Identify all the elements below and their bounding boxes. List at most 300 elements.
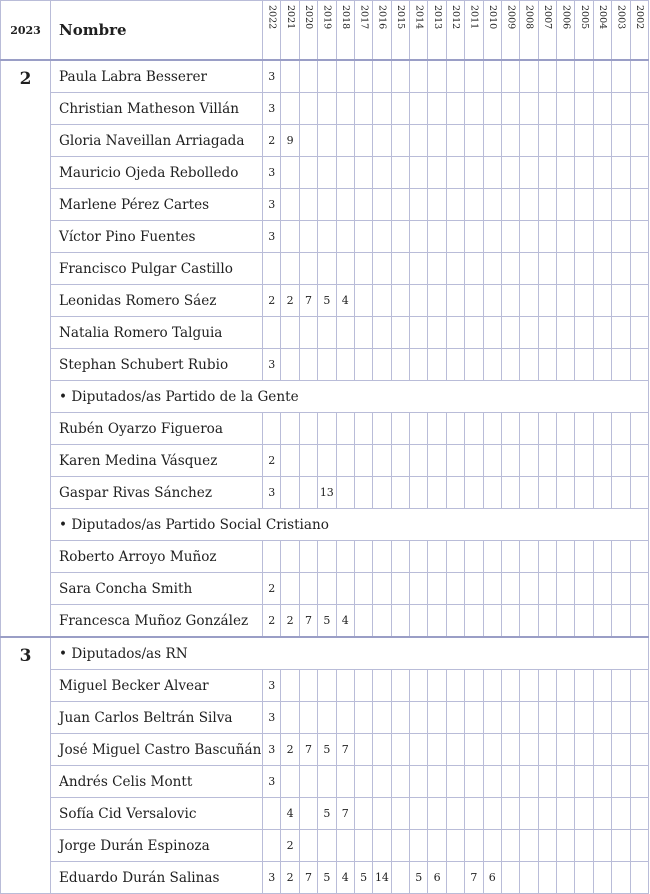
year-value-cell — [373, 734, 391, 766]
year-value-cell: 5 — [318, 285, 336, 317]
group-number: 2 — [1, 60, 51, 637]
table-body — [1, 60, 649, 894]
year-value-cell — [520, 317, 538, 349]
table-row — [1, 93, 649, 125]
year-value-cell: 5 — [318, 862, 336, 894]
year-value-cell — [299, 93, 317, 125]
year-header — [575, 1, 593, 61]
year-value-cell: 7 — [299, 605, 317, 638]
year-value-cell — [630, 605, 648, 638]
year-value-cell — [318, 317, 336, 349]
year-value-cell — [428, 766, 446, 798]
year-value-cell — [575, 445, 593, 477]
year-value-cell — [465, 798, 483, 830]
year-value-cell — [557, 766, 575, 798]
year-value-cell — [483, 60, 501, 93]
year-value-cell — [410, 734, 428, 766]
group-column-header: 2023 — [1, 1, 51, 61]
year-value-cell — [575, 60, 593, 93]
year-value-cell — [373, 60, 391, 93]
year-value-cell — [575, 798, 593, 830]
year-value-cell — [410, 605, 428, 638]
year-value-cell — [465, 702, 483, 734]
year-value-cell — [354, 734, 372, 766]
group-number: 3 — [1, 637, 51, 894]
year-value-cell — [520, 541, 538, 573]
year-value-cell — [428, 734, 446, 766]
year-value-cell — [483, 477, 501, 509]
year-value-cell — [318, 573, 336, 605]
year-value-cell — [428, 125, 446, 157]
year-value-cell — [354, 189, 372, 221]
year-value-cell — [446, 605, 464, 638]
year-value-cell: 7 — [299, 285, 317, 317]
year-value-cell — [630, 766, 648, 798]
year-value-cell — [373, 766, 391, 798]
year-value-cell — [428, 702, 446, 734]
year-value-cell — [593, 60, 611, 93]
table-row — [1, 317, 649, 349]
year-value-cell — [593, 125, 611, 157]
year-value-cell — [575, 541, 593, 573]
year-value-cell: 3 — [263, 189, 281, 221]
year-value-cell — [446, 317, 464, 349]
year-value-cell — [354, 125, 372, 157]
year-value-cell — [593, 285, 611, 317]
year-value-cell — [557, 670, 575, 702]
year-value-cell — [391, 157, 409, 189]
year-value-cell — [318, 93, 336, 125]
year-header — [520, 1, 538, 61]
year-value-cell — [501, 285, 519, 317]
year-value-cell — [373, 830, 391, 862]
year-value-cell — [299, 157, 317, 189]
year-value-cell — [630, 862, 648, 894]
year-value-cell — [593, 189, 611, 221]
year-value-cell — [263, 317, 281, 349]
year-value-cell — [557, 541, 575, 573]
year-value-cell — [428, 93, 446, 125]
year-value-cell — [373, 221, 391, 253]
year-value-cell — [538, 349, 556, 381]
year-label: 2016 — [376, 5, 388, 30]
year-value-cell — [446, 734, 464, 766]
year-value-cell — [318, 253, 336, 285]
year-value-cell — [483, 670, 501, 702]
year-value-cell — [593, 766, 611, 798]
table-row — [1, 285, 649, 317]
year-value-cell — [538, 157, 556, 189]
year-value-cell — [612, 734, 630, 766]
person-name: Stephan Schubert Rubio — [51, 349, 263, 381]
year-value-cell — [612, 317, 630, 349]
year-value-cell — [630, 253, 648, 285]
year-value-cell — [318, 125, 336, 157]
year-value-cell — [281, 477, 299, 509]
year-value-cell — [630, 798, 648, 830]
year-value-cell — [538, 670, 556, 702]
year-value-cell — [446, 477, 464, 509]
year-value-cell — [612, 702, 630, 734]
year-value-cell — [612, 670, 630, 702]
year-value-cell — [538, 573, 556, 605]
year-value-cell — [336, 93, 354, 125]
year-value-cell — [391, 573, 409, 605]
year-value-cell — [520, 157, 538, 189]
year-value-cell — [630, 285, 648, 317]
year-value-cell — [501, 830, 519, 862]
year-value-cell — [336, 125, 354, 157]
year-value-cell — [281, 573, 299, 605]
year-value-cell — [428, 157, 446, 189]
year-value-cell — [391, 413, 409, 445]
year-value-cell: 7 — [465, 862, 483, 894]
person-name: Miguel Becker Alvear — [51, 670, 263, 702]
year-value-cell: 6 — [483, 862, 501, 894]
year-value-cell — [391, 766, 409, 798]
year-value-cell — [318, 60, 336, 93]
year-value-cell — [336, 317, 354, 349]
year-header — [281, 1, 299, 61]
year-value-cell — [373, 413, 391, 445]
person-name: José Miguel Castro Bascuñán — [51, 734, 263, 766]
year-value-cell: 5 — [318, 605, 336, 638]
year-value-cell — [428, 541, 446, 573]
year-value-cell: 3 — [263, 477, 281, 509]
year-value-cell — [354, 60, 372, 93]
year-value-cell — [538, 189, 556, 221]
year-value-cell: 3 — [263, 349, 281, 381]
year-value-cell — [520, 253, 538, 285]
year-value-cell — [354, 317, 372, 349]
year-value-cell — [630, 157, 648, 189]
year-value-cell — [483, 702, 501, 734]
year-value-cell — [318, 349, 336, 381]
year-value-cell — [318, 541, 336, 573]
year-value-cell — [575, 862, 593, 894]
year-value-cell: 7 — [299, 734, 317, 766]
year-value-cell: 2 — [281, 830, 299, 862]
year-label: 2010 — [486, 5, 498, 30]
year-header — [354, 1, 372, 61]
year-value-cell — [538, 766, 556, 798]
section-heading: • Diputados/as Partido de la Gente — [51, 381, 649, 413]
year-value-cell — [575, 189, 593, 221]
year-value-cell — [336, 477, 354, 509]
year-value-cell — [299, 477, 317, 509]
year-value-cell: 3 — [263, 157, 281, 189]
year-value-cell — [630, 221, 648, 253]
year-value-cell — [373, 477, 391, 509]
year-value-cell — [593, 830, 611, 862]
year-value-cell — [630, 541, 648, 573]
year-value-cell: 5 — [354, 862, 372, 894]
year-value-cell — [538, 413, 556, 445]
year-value-cell — [575, 766, 593, 798]
year-value-cell — [520, 670, 538, 702]
year-value-cell: 2 — [263, 125, 281, 157]
year-value-cell — [557, 477, 575, 509]
table-row — [1, 189, 649, 221]
year-header — [501, 1, 519, 61]
year-value-cell — [501, 60, 519, 93]
year-value-cell — [612, 541, 630, 573]
year-value-cell — [501, 541, 519, 573]
person-name: Paula Labra Besserer — [51, 60, 263, 93]
year-value-cell — [446, 413, 464, 445]
year-value-cell — [373, 93, 391, 125]
year-value-cell — [299, 573, 317, 605]
year-value-cell: 3 — [263, 862, 281, 894]
year-value-cell: 2 — [281, 862, 299, 894]
year-value-cell — [483, 157, 501, 189]
year-value-cell — [318, 413, 336, 445]
year-value-cell — [465, 573, 483, 605]
year-value-cell — [410, 766, 428, 798]
year-value-cell — [428, 445, 446, 477]
year-value-cell — [483, 413, 501, 445]
year-value-cell — [336, 349, 354, 381]
year-value-cell: 3 — [263, 766, 281, 798]
year-label: 2004 — [597, 5, 609, 30]
year-value-cell — [501, 702, 519, 734]
year-value-cell — [354, 541, 372, 573]
year-value-cell — [538, 317, 556, 349]
year-value-cell — [281, 60, 299, 93]
person-name: Roberto Arroyo Muñoz — [51, 541, 263, 573]
year-value-cell — [336, 413, 354, 445]
year-value-cell — [354, 477, 372, 509]
year-value-cell — [612, 477, 630, 509]
year-value-cell — [263, 413, 281, 445]
year-value-cell — [336, 830, 354, 862]
year-value-cell — [336, 221, 354, 253]
year-value-cell — [373, 317, 391, 349]
year-value-cell: 4 — [336, 285, 354, 317]
year-value-cell — [391, 862, 409, 894]
year-value-cell — [446, 830, 464, 862]
year-value-cell — [318, 670, 336, 702]
year-value-cell — [483, 445, 501, 477]
year-value-cell — [538, 702, 556, 734]
year-value-cell — [557, 93, 575, 125]
year-label: 2019 — [321, 5, 333, 30]
year-value-cell — [483, 349, 501, 381]
year-value-cell — [428, 253, 446, 285]
year-value-cell — [538, 541, 556, 573]
year-value-cell — [483, 573, 501, 605]
year-value-cell — [299, 670, 317, 702]
year-value-cell — [410, 93, 428, 125]
year-label: 2021 — [284, 5, 296, 30]
year-value-cell — [391, 477, 409, 509]
year-value-cell — [428, 670, 446, 702]
year-value-cell — [446, 541, 464, 573]
year-value-cell — [630, 670, 648, 702]
year-value-cell: 2 — [281, 605, 299, 638]
year-value-cell — [575, 605, 593, 638]
year-value-cell — [446, 445, 464, 477]
year-label: 2022 — [266, 5, 278, 30]
year-value-cell — [410, 413, 428, 445]
year-value-cell — [446, 573, 464, 605]
year-value-cell — [446, 60, 464, 93]
year-value-cell — [354, 798, 372, 830]
year-header — [428, 1, 446, 61]
year-value-cell — [410, 830, 428, 862]
year-value-cell — [501, 253, 519, 285]
year-value-cell — [575, 157, 593, 189]
year-value-cell — [520, 830, 538, 862]
table-row — [1, 541, 649, 573]
year-value-cell — [299, 541, 317, 573]
year-value-cell — [373, 670, 391, 702]
year-value-cell — [520, 445, 538, 477]
year-value-cell — [557, 702, 575, 734]
person-name: Mauricio Ojeda Rebolledo — [51, 157, 263, 189]
person-name: Marlene Pérez Cartes — [51, 189, 263, 221]
year-label: 2008 — [523, 5, 535, 30]
year-header — [410, 1, 428, 61]
year-value-cell — [446, 349, 464, 381]
year-value-cell — [318, 766, 336, 798]
year-value-cell — [465, 317, 483, 349]
year-value-cell: 4 — [336, 605, 354, 638]
person-name: Sara Concha Smith — [51, 573, 263, 605]
year-value-cell — [391, 445, 409, 477]
section-row — [1, 637, 649, 670]
year-value-cell — [336, 670, 354, 702]
year-value-cell — [520, 285, 538, 317]
year-value-cell — [465, 413, 483, 445]
year-value-cell — [538, 221, 556, 253]
year-value-cell — [428, 413, 446, 445]
year-value-cell — [299, 445, 317, 477]
table-row — [1, 349, 649, 381]
year-value-cell — [630, 60, 648, 93]
year-value-cell — [446, 253, 464, 285]
year-value-cell — [299, 60, 317, 93]
year-value-cell — [593, 445, 611, 477]
year-value-cell — [446, 157, 464, 189]
person-name: Rubén Oyarzo Figueroa — [51, 413, 263, 445]
year-value-cell — [391, 285, 409, 317]
year-value-cell — [483, 253, 501, 285]
year-value-cell — [446, 125, 464, 157]
year-value-cell — [446, 189, 464, 221]
table-row — [1, 798, 649, 830]
year-value-cell — [318, 189, 336, 221]
year-label: 2003 — [615, 5, 627, 30]
year-value-cell — [410, 253, 428, 285]
year-value-cell — [557, 285, 575, 317]
year-label: 2009 — [505, 5, 517, 30]
year-value-cell — [391, 221, 409, 253]
year-value-cell — [446, 93, 464, 125]
year-label: 2014 — [413, 5, 425, 30]
year-value-cell — [520, 413, 538, 445]
year-value-cell — [557, 413, 575, 445]
year-value-cell — [593, 477, 611, 509]
year-value-cell — [354, 413, 372, 445]
year-value-cell — [575, 285, 593, 317]
year-value-cell — [557, 798, 575, 830]
year-value-cell: 5 — [318, 734, 336, 766]
year-header — [538, 1, 556, 61]
year-label: 2002 — [633, 5, 645, 30]
table-row — [1, 445, 649, 477]
year-value-cell — [557, 605, 575, 638]
year-value-cell — [593, 605, 611, 638]
year-value-cell — [391, 317, 409, 349]
year-value-cell — [575, 317, 593, 349]
year-label: 2020 — [303, 5, 315, 30]
year-value-cell — [410, 477, 428, 509]
year-value-cell — [575, 702, 593, 734]
person-name: Christian Matheson Villán — [51, 93, 263, 125]
year-value-cell — [354, 573, 372, 605]
year-value-cell — [299, 221, 317, 253]
person-name: Eduardo Durán Salinas — [51, 862, 263, 894]
year-value-cell — [483, 541, 501, 573]
table-row — [1, 830, 649, 862]
year-value-cell — [538, 253, 556, 285]
year-value-cell — [630, 477, 648, 509]
year-value-cell — [299, 830, 317, 862]
year-value-cell — [336, 60, 354, 93]
year-value-cell: 9 — [281, 125, 299, 157]
year-value-cell — [630, 734, 648, 766]
year-value-cell — [593, 413, 611, 445]
year-value-cell — [483, 317, 501, 349]
year-value-cell — [281, 541, 299, 573]
year-value-cell — [281, 413, 299, 445]
year-value-cell — [501, 766, 519, 798]
year-value-cell — [575, 349, 593, 381]
year-value-cell — [354, 670, 372, 702]
year-value-cell — [410, 798, 428, 830]
year-value-cell — [281, 670, 299, 702]
year-header — [630, 1, 648, 61]
year-value-cell — [557, 125, 575, 157]
year-value-cell: 2 — [263, 605, 281, 638]
year-value-cell — [318, 445, 336, 477]
year-value-cell — [520, 125, 538, 157]
year-value-cell — [593, 734, 611, 766]
year-value-cell — [501, 413, 519, 445]
year-value-cell — [612, 157, 630, 189]
year-value-cell: 4 — [336, 862, 354, 894]
year-label: 2017 — [358, 5, 370, 30]
year-value-cell — [465, 285, 483, 317]
name-column-header: Nombre — [51, 1, 263, 61]
section-row — [1, 509, 649, 541]
year-value-cell — [593, 702, 611, 734]
year-header — [299, 1, 317, 61]
year-value-cell — [373, 349, 391, 381]
year-value-cell — [520, 766, 538, 798]
year-value-cell — [318, 830, 336, 862]
year-value-cell: 2 — [281, 734, 299, 766]
year-value-cell — [612, 285, 630, 317]
year-value-cell — [630, 413, 648, 445]
year-value-cell — [281, 766, 299, 798]
year-value-cell — [575, 830, 593, 862]
table-row — [1, 125, 649, 157]
table-row — [1, 477, 649, 509]
year-label: 2005 — [578, 5, 590, 30]
year-value-cell — [336, 702, 354, 734]
